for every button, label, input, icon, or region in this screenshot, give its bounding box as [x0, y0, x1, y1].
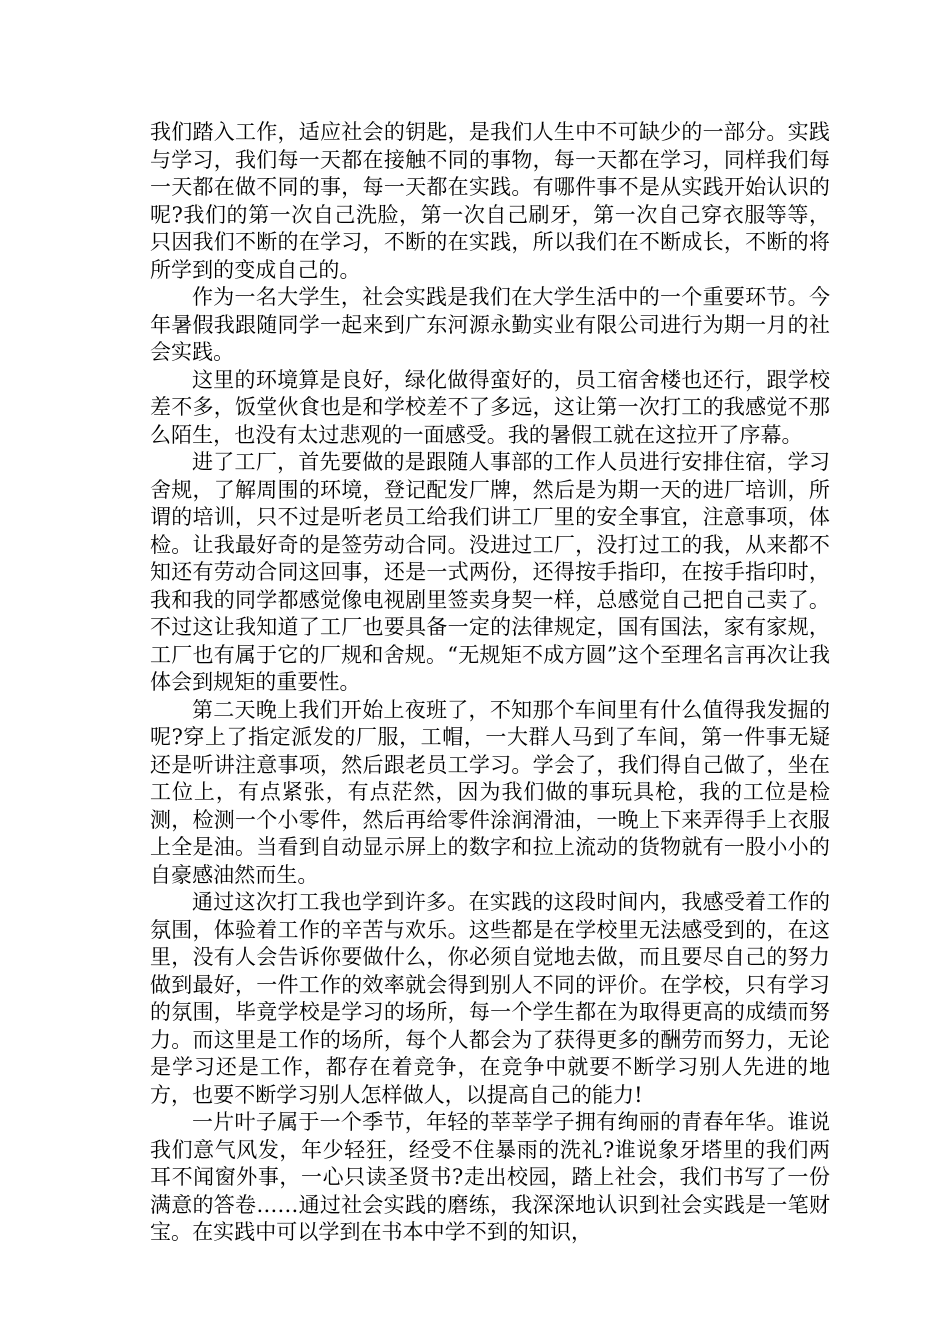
paragraph-3: 这里的环境算是良好，绿化做得蛮好的，员工宿舍楼也还行，跟学校差不多，饭堂伙食也是和学校差不了多远，这让第一次打工的我感觉不那么陌生，也没有太过悲观的一面感受。我的暑假工就在这拉开了序幕。	[150, 367, 830, 447]
paragraph-1: 我们踏入工作，适应社会的钥匙，是我们人生中不可缺少的一部分。实践与学习，我们每一天都在接触不同的事物，每一天都在学习，同样我们每一天都在做不同的事，每一天都在实践。有哪件事不是从实践开始认识的呢?我们的第一次自己洗脸，第一次自己刷牙，第一次自己穿衣服等等，只因我们不断的在学习，不断的在实践，所以我们在不断成长，不断的将所学到的变成自己的。	[150, 120, 830, 282]
paragraph-4: 进了工厂，首先要做的是跟随人事部的工作人员进行安排住宿，学习舍规，了解周围的环境，登记配发厂牌，然后是为期一天的进厂培训，所谓的培训，只不过是听老员工给我们讲工厂里的安全事宜，注意事项，体检。让我最好奇的是签劳动合同。没进过工厂，没打过工的我，从来都不知还有劳动合同这回事，还是一式两份，还得按手指印，在按手指印时，我和我的同学都感觉像电视剧里签卖身契一样，总感觉自己把自己卖了。不过这让我知道了工厂也要具备一定的法律规定，国有国法，家有家规，工厂也有属于它的厂规和舍规。“无规矩不成方圆”这个至理名言再次让我体会到规矩的重要性。	[150, 450, 830, 694]
paragraph-7: 一片叶子属于一个季节，年轻的莘莘学子拥有绚丽的青春年华。谁说我们意气风发，年少轻狂，经受不住暴雨的洗礼?谁说象牙塔里的我们两耳不闻窗外事，一心只读圣贤书?走出校园，踏上社会，我们书写了一份满意的答卷……通过社会实践的磨练，我深深地认识到社会实践是一笔财宝。在实践中可以学到在书本中学不到的知识，	[150, 1110, 830, 1244]
paragraph-2: 作为一名大学生，社会实践是我们在大学生活中的一个重要环节。今年暑假我跟随同学一起来到广东河源永勤实业有限公司进行为期一月的社会实践。	[150, 285, 830, 364]
paragraph-6: 通过这次打工我也学到许多。在实践的这段时间内，我感受着工作的氛围，体验着工作的辛苦与欢乐。这些都是在学校里无法感受到的，在这里，没有人会告诉你要做什么，你必须自觉地去做，而且要尽自己的努力做到最好，一件工作的效率就会得到别人不同的评价。在学校，只有学习的氛围，毕竟学校是学习的场所，每一个学生都在为取得更高的成绩而努力。而这里是工作的场所，每个人都会为了获得更多的酬劳而努力，无论是学习还是工作，都存在着竞争，在竞争中就要不断学习别人先进的地方，也要不断学习别人怎样做人，以提高自己的能力!	[150, 890, 830, 1107]
document-body	[150, 119, 830, 1247]
paragraph-5: 第二天晚上我们开始上夜班了，不知那个车间里有什么值得我发掘的呢?穿上了指定派发的厂服，工帽，一大群人马到了车间，第一件事无疑还是听讲注意事项，然后跟老员工学习。学会了，我们得自己做了，坐在工位上，有点紧张，有点茫然，因为我们做的事玩具枪，我的工位是检测，检测一个小零件，然后再给零件涂润滑油，一晚上下来弄得手上衣服上全是油。当看到自动显示屏上的数字和拉上流动的货物就有一股小小的自豪感油然而生。	[150, 697, 830, 887]
